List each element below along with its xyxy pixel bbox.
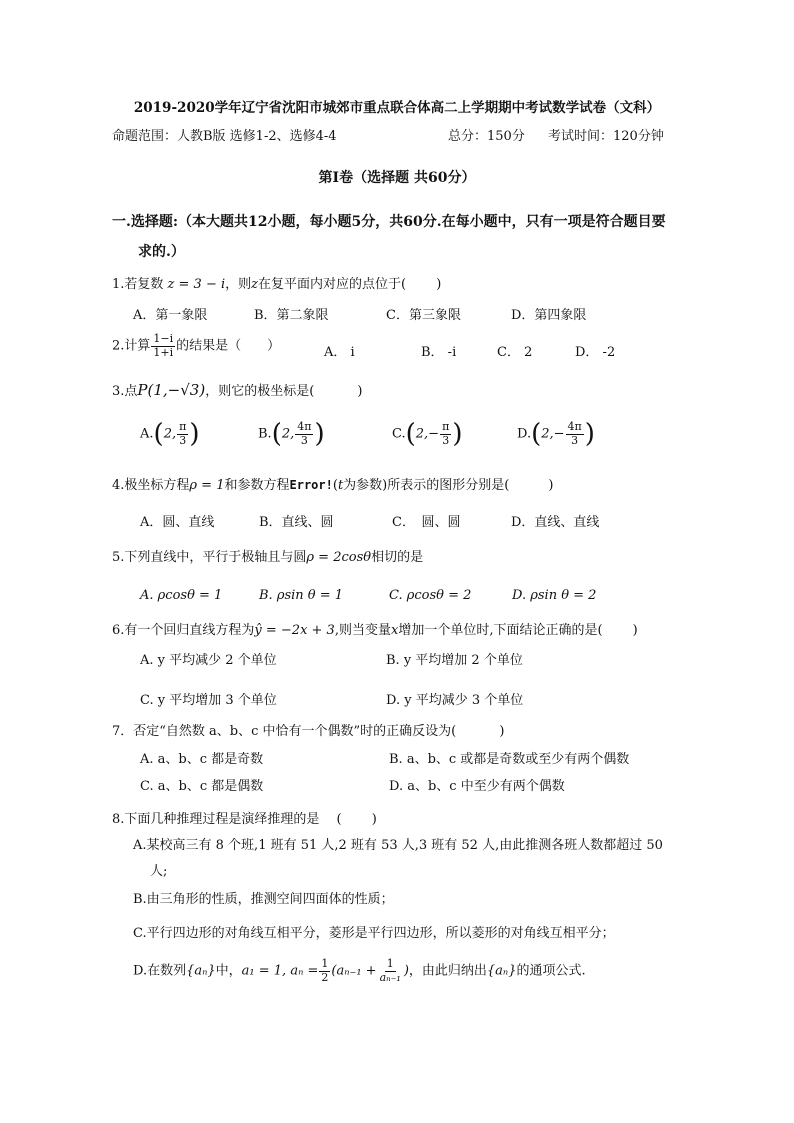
q3-d-label: D. bbox=[517, 426, 532, 442]
q8-option-a-line2: 人; bbox=[150, 864, 168, 879]
q7-option-c: C. a、b、c 都是偶数 bbox=[140, 779, 264, 794]
left-paren-glyph: ( bbox=[531, 419, 542, 450]
q6-option-b: B. y 平均增加 2 个单位 bbox=[386, 653, 523, 668]
question-1-stem bbox=[112, 273, 441, 292]
q2-text-b: 的结果是（ ） bbox=[176, 338, 281, 354]
q8-d-half-num: 1 bbox=[321, 957, 329, 970]
q3-c-num: π bbox=[442, 420, 450, 433]
q4-option-c: C． 圆、圆 bbox=[392, 515, 461, 530]
q3-a-label: A. bbox=[140, 426, 154, 442]
q8-d-text-c: ，由此归纳出 bbox=[408, 963, 487, 979]
q3-b-den: 3 bbox=[300, 433, 308, 447]
right-paren-glyph: ) bbox=[452, 419, 463, 450]
question-5-stem bbox=[112, 546, 423, 565]
q3-b-angle bbox=[295, 421, 313, 447]
q4-param: t bbox=[337, 478, 344, 493]
q8-d-inverse bbox=[378, 958, 403, 984]
q3-c-den: 3 bbox=[442, 433, 450, 447]
q6-option-c: C. y 平均增加 3 个单位 bbox=[140, 693, 277, 708]
question-7-stem: 7．否定“自然数 a、b、c 中恰有一个偶数”时的正确反设为( ) bbox=[112, 724, 505, 739]
q8-d-text-a: D.在数列 bbox=[133, 963, 187, 979]
q2-option-d: D． -2 bbox=[575, 345, 616, 360]
q8-d-text-b: 中， bbox=[215, 963, 242, 979]
q7-option-d: D. a、b、c 中至少有两个偶数 bbox=[389, 779, 565, 794]
q3-c-label: C. bbox=[392, 426, 406, 442]
q8-d-sequence-2: {aₙ} bbox=[486, 963, 517, 979]
q3-d-radius: 2,− bbox=[541, 426, 565, 442]
q1-text-c: 在复平面内对应的点位于( ) bbox=[258, 277, 442, 292]
question-6-stem bbox=[112, 619, 638, 638]
q8-option-d bbox=[133, 958, 586, 984]
left-paren-glyph: ( bbox=[153, 419, 164, 450]
exam-total-score: 总分：150分 bbox=[448, 129, 525, 144]
q6-regression-equation: ŷ = −2x + 3 bbox=[254, 623, 335, 638]
q3-option-d bbox=[517, 419, 595, 450]
q8-d-sequence: {aₙ} bbox=[186, 963, 216, 979]
q5-text-b: 相切的是 bbox=[371, 550, 424, 565]
q4-text-a: 4.极坐标方程 bbox=[112, 478, 190, 493]
q7-option-b: B. a、b、c 或都是奇数或至少有两个偶数 bbox=[389, 752, 630, 767]
part-instruction-line2: 求的.） bbox=[138, 244, 185, 260]
section-heading: 第Ⅰ卷（选择题 共60分） bbox=[318, 170, 476, 186]
q1-option-c: C．第三象限 bbox=[386, 308, 461, 323]
q5-option-a: A. ρcosθ = 1 bbox=[140, 588, 223, 603]
q3-d-den: 3 bbox=[571, 433, 579, 447]
q3-text-b: ，则它的极坐标是( ) bbox=[205, 384, 363, 399]
q3-c-radius: 2,− bbox=[415, 426, 440, 442]
q7-option-a: A. a、b、c 都是奇数 bbox=[140, 752, 264, 767]
q8-d-inv-num: 1 bbox=[386, 957, 394, 970]
q5-option-b: B. ρsin θ = 1 bbox=[259, 588, 344, 603]
exam-scope: 命题范围：人教B版 选修1-2、选修4-4 bbox=[112, 129, 337, 144]
q4-text-c: ( bbox=[332, 478, 338, 493]
q4-option-d: D．直线、直线 bbox=[511, 515, 600, 530]
question-3-stem bbox=[112, 380, 362, 399]
q6-text-b: ,则当变量 bbox=[334, 623, 391, 638]
q6-text-a: 6.有一个回归直线方程为 bbox=[112, 623, 255, 638]
q2-option-c: C． 2 bbox=[497, 345, 533, 360]
q1-option-b: B．第二象限 bbox=[254, 308, 329, 323]
q3-a-num: π bbox=[179, 420, 187, 433]
q8-d-text-d: 的通项公式. bbox=[516, 963, 586, 979]
q3-b-radius: 2, bbox=[281, 426, 295, 442]
exam-title: 2019-2020学年辽宁省沈阳市城郊市重点联合体高二上学期期中考试数学试卷（文科） bbox=[133, 100, 661, 116]
q4-polar-equation: ρ = 1 bbox=[189, 478, 225, 493]
q8-d-eq-part3: ) bbox=[403, 963, 409, 979]
q3-a-radius: 2, bbox=[163, 426, 177, 442]
q3-d-angle bbox=[566, 421, 584, 447]
q3-a-angle bbox=[177, 421, 188, 447]
q8-option-a-line1: A.某校高三有 8 个班,1 班有 51 人,2 班有 53 人,3 班有 52 人,由此推测各班人数都超过 50 bbox=[133, 838, 663, 853]
q2-option-b: B． -i bbox=[421, 345, 457, 360]
q4-error-marker: Error! bbox=[289, 478, 333, 492]
q8-option-c: C.平行四边形的对角线互相平分，菱形是平行四边形，所以菱形的对角线互相平分； bbox=[133, 926, 615, 941]
part-instruction-line1: 一.选择题:（本大题共12小题，每小题5分，共60分.在每小题中，只有一项是符合题目要 bbox=[112, 214, 666, 230]
q5-text-a: 5.下列直线中，平行于极轴且与圆 bbox=[112, 550, 307, 565]
q3-d-num: 4π bbox=[567, 420, 582, 433]
q1-text-a: 1.若复数 bbox=[112, 277, 164, 292]
q1-variable: z bbox=[251, 277, 259, 292]
exam-time: 考试时间：120分钟 bbox=[548, 129, 664, 144]
q8-d-eq-part1: a₁ = 1, aₙ = bbox=[241, 963, 319, 979]
q3-option-b bbox=[258, 419, 325, 450]
q3-text-a: 3.点 bbox=[112, 384, 138, 399]
question-8-stem: 8.下面几种推理过程是演绎推理的是 ( ) bbox=[112, 812, 377, 827]
q6-variable: x bbox=[390, 623, 399, 638]
q4-text-b: 和参数方程 bbox=[224, 478, 290, 493]
q1-option-a: A．第一象限 bbox=[133, 308, 208, 323]
q6-option-a: A. y 平均减少 2 个单位 bbox=[140, 653, 277, 668]
q8-option-b: B.由三角形的性质，推测空间四面体的性质； bbox=[133, 892, 394, 907]
q8-d-half-den: 2 bbox=[321, 970, 329, 984]
q1-expression: z = 3 − i bbox=[167, 277, 226, 292]
q3-option-c bbox=[392, 419, 463, 450]
q8-d-inv-den: aₙ₋₁ bbox=[379, 970, 401, 984]
q4-option-b: B．直线、圆 bbox=[259, 515, 334, 530]
q6-option-d: D. y 平均减少 3 个单位 bbox=[386, 693, 524, 708]
q3-c-angle bbox=[440, 421, 451, 447]
right-paren-glyph: ) bbox=[314, 419, 325, 450]
q2-option-a: A． i bbox=[324, 345, 355, 360]
q8-d-half bbox=[319, 958, 330, 984]
q2-text-a: 2.计算 bbox=[112, 338, 151, 354]
q1-option-d: D．第四象限 bbox=[511, 308, 587, 323]
q3-b-num: 4π bbox=[297, 420, 312, 433]
q2-numerator: 1−i bbox=[153, 332, 174, 345]
q5-option-d: D. ρsin θ = 2 bbox=[512, 588, 597, 603]
question-2-stem bbox=[112, 333, 280, 359]
q1-text-b: ，则 bbox=[225, 277, 252, 292]
q2-fraction bbox=[151, 333, 175, 359]
right-paren-glyph: ) bbox=[189, 419, 200, 450]
q5-option-c: C. ρcosθ = 2 bbox=[389, 588, 472, 603]
left-paren-glyph: ( bbox=[271, 419, 282, 450]
q4-text-d: 为参数)所表示的图形分别是( ) bbox=[343, 478, 554, 493]
right-paren-glyph: ) bbox=[584, 419, 595, 450]
left-paren-glyph: ( bbox=[405, 419, 416, 450]
question-4-stem bbox=[112, 474, 553, 493]
q6-text-c: 增加一个单位时,下面结论正确的是( ) bbox=[398, 623, 638, 638]
q2-denominator: 1+i bbox=[153, 345, 174, 359]
q3-a-den: 3 bbox=[179, 433, 187, 447]
q3-point: P(1,−√3) bbox=[137, 381, 206, 399]
q3-b-label: B. bbox=[258, 426, 272, 442]
q4-option-a: A．圆、直线 bbox=[140, 515, 215, 530]
q8-d-eq-part2: (aₙ₋₁ + bbox=[331, 963, 377, 979]
q3-option-a bbox=[140, 419, 200, 450]
q5-circle-equation: ρ = 2cosθ bbox=[306, 550, 372, 565]
